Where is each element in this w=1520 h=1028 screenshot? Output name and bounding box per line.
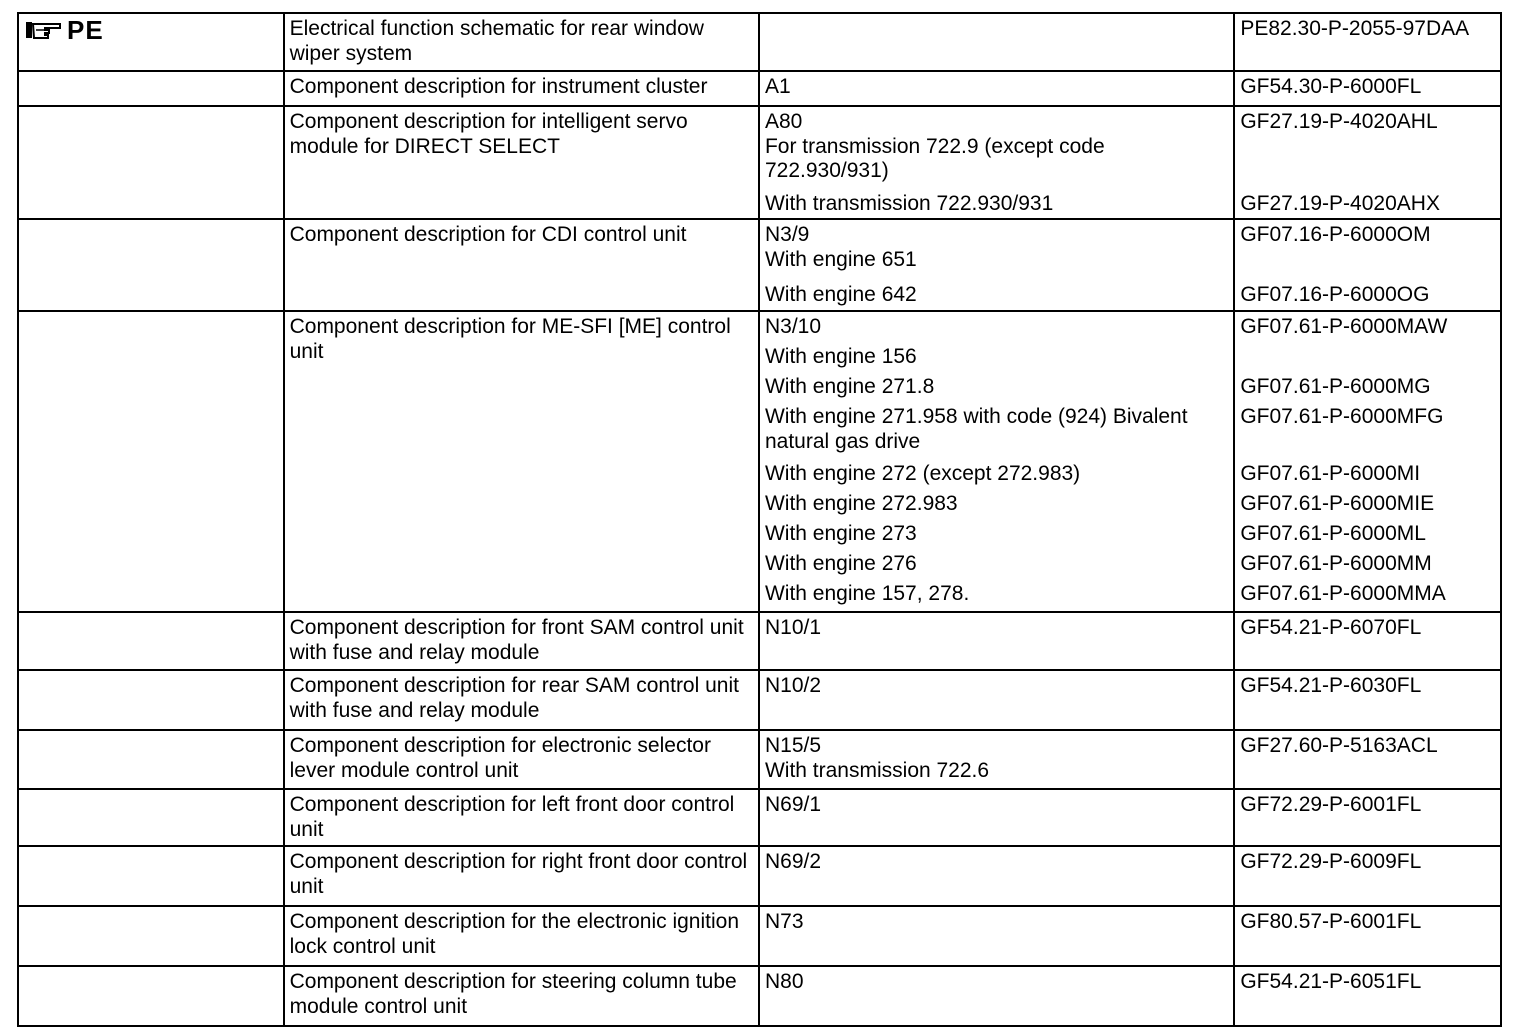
table-row [18,906,1501,966]
description-text: Component description for electronic selector lever module control unit [289,734,711,782]
description-cell [284,71,759,106]
document-number-cell [1234,789,1501,846]
document-number-cell [1234,670,1501,730]
document-number[interactable]: GF72.29-P-6001FL [1240,793,1422,816]
description-text: Component description for instrument cluster [289,75,708,98]
table-row [18,13,1501,71]
row-label-cell [18,311,284,612]
reference-text: With engine 271.958 with code (924) Bivalent natural gas drive [764,405,1188,453]
table-row [18,219,1501,311]
table-row [18,966,1501,1026]
description-text: Component description for front SAM control unit with fuse and relay module [289,616,744,664]
document-number[interactable]: GF07.61-P-6000MI [1240,462,1421,485]
document-number[interactable]: GF54.21-P-6051FL [1240,970,1422,993]
document-number[interactable]: GF27.19-P-4020AHL [1240,110,1438,133]
description-text: Component description for the electronic ignition lock control unit [289,910,740,958]
reference-text: With engine 156 [764,345,917,368]
table-row [18,612,1501,670]
reference-text: With engine 276 [764,552,917,575]
description-text: Component description for intelligent servo module for DIRECT SELECT [289,110,688,158]
reference-text: N73 [764,910,804,933]
row-label-cell [18,106,284,219]
reference-text: With engine 157, 278. [764,582,970,605]
reference-text: A80 For transmission 722.9 (except code 722.930/931) [764,110,1105,182]
document-number[interactable]: GF07.61-P-6000ML [1240,522,1426,545]
description-cell [284,789,759,846]
reference-cell [759,906,1234,966]
row-label-cell [18,13,284,71]
description-cell [284,13,759,71]
description-cell [284,311,759,612]
row-label-cell [18,219,284,311]
reference-cell [759,730,1234,789]
row-label-cell [18,71,284,106]
document-number-cell [1234,612,1501,670]
pe-header [24,14,277,43]
description-cell [284,670,759,730]
row-label-cell [18,670,284,730]
document-number-cell [1234,71,1501,106]
description-text: Electrical function schematic for rear window wiper system [289,17,704,65]
description-cell [284,906,759,966]
description-text: Component description for right front door control unit [289,850,748,898]
table-row [18,670,1501,730]
reference-text: N69/1 [764,793,822,816]
document-number[interactable]: GF54.21-P-6030FL [1240,674,1422,697]
document-number[interactable] [1240,342,1494,372]
row-label-cell [18,906,284,966]
description-cell [284,219,759,311]
description-cell [284,106,759,219]
row-label-cell [18,966,284,1026]
reference-text: A1 [764,75,791,98]
reference-cell [759,612,1234,670]
reference-cell [759,789,1234,846]
reference-text: N15/5 With transmission 722.6 [764,734,990,782]
table-row [18,846,1501,906]
description-cell [284,612,759,670]
document-number[interactable]: GF72.29-P-6009FL [1240,850,1422,873]
document-number[interactable]: GF07.61-P-6000MM [1240,552,1432,575]
reference-cell [759,219,1234,311]
description-cell [284,730,759,789]
pe-label: PE [67,15,104,45]
document-number[interactable]: GF07.16-P-6000OM [1240,223,1431,246]
reference-text: With engine 272 (except 272.983) [764,462,1081,485]
document-number[interactable]: GF27.60-P-5163ACL [1240,734,1438,757]
reference-cell [759,670,1234,730]
document-number-cell [1234,106,1501,219]
description-text: Component description for steering column tube module control unit [289,970,737,1018]
reference-text: N69/2 [764,850,822,873]
table-row [18,106,1501,219]
document-number[interactable]: GF54.21-P-6070FL [1240,616,1422,639]
reference-text: N10/2 [764,674,822,697]
document-number[interactable]: GF07.16-P-6000OG [1240,283,1430,306]
pointing-hand-icon [24,18,64,42]
description-text: Component description for left front door control unit [289,793,735,841]
document-number[interactable]: GF27.19-P-4020AHX [1240,192,1440,215]
description-cell [284,846,759,906]
document-number-cell [1234,730,1501,789]
reference-table [17,12,1502,1027]
reference-cell [759,846,1234,906]
reference-text: With engine 271.8 [764,375,935,398]
document-number[interactable]: GF07.61-P-6000MIE [1240,492,1435,515]
row-label-cell [18,846,284,906]
reference-cell [759,13,1234,71]
document-number-cell [1234,13,1501,71]
row-label-cell [18,730,284,789]
table-row [18,71,1501,106]
table-row [18,789,1501,846]
description-text: Component description for rear SAM control unit with fuse and relay module [289,674,739,722]
table-body [18,13,1501,1026]
document-number-cell [1234,846,1501,906]
description-text: Component description for ME-SFI [ME] control unit [289,315,731,363]
document-number-cell [1234,906,1501,966]
reference-text: N3/10 [764,315,822,338]
table-row [18,730,1501,789]
reference-text: With engine 272.983 [764,492,958,515]
document-number[interactable]: PE82.30-P-2055-97DAA [1240,17,1470,40]
reference-cell [759,311,1234,612]
description-text: Component description for CDI control unit [289,223,687,246]
document-number-cell [1234,311,1501,612]
table-row [18,311,1501,612]
row-label-cell [18,612,284,670]
row-label-cell [18,789,284,846]
reference-text: N80 [764,970,804,993]
reference-text: N3/9 With engine 651 [764,223,917,271]
reference-cell [759,71,1234,106]
reference-text: N10/1 [764,616,822,639]
reference-text: With transmission 722.930/931 [764,192,1054,215]
reference-text: With engine 273 [764,522,917,545]
document-number-cell [1234,219,1501,311]
document-number[interactable]: GF07.61-P-6000MAW [1240,315,1448,338]
document-number[interactable]: GF54.30-P-6000FL [1240,75,1422,98]
reference-cell [759,106,1234,219]
document-number[interactable]: GF80.57-P-6001FL [1240,910,1422,933]
description-cell [284,966,759,1026]
document-number[interactable]: GF07.61-P-6000MFG [1240,405,1444,428]
reference-text [765,14,1227,70]
document-number[interactable]: GF07.61-P-6000MG [1240,375,1431,398]
document-number-cell [1234,966,1501,1026]
reference-text: With engine 642 [764,283,917,306]
reference-cell [759,966,1234,1026]
document-number[interactable]: GF07.61-P-6000MMA [1240,582,1446,605]
